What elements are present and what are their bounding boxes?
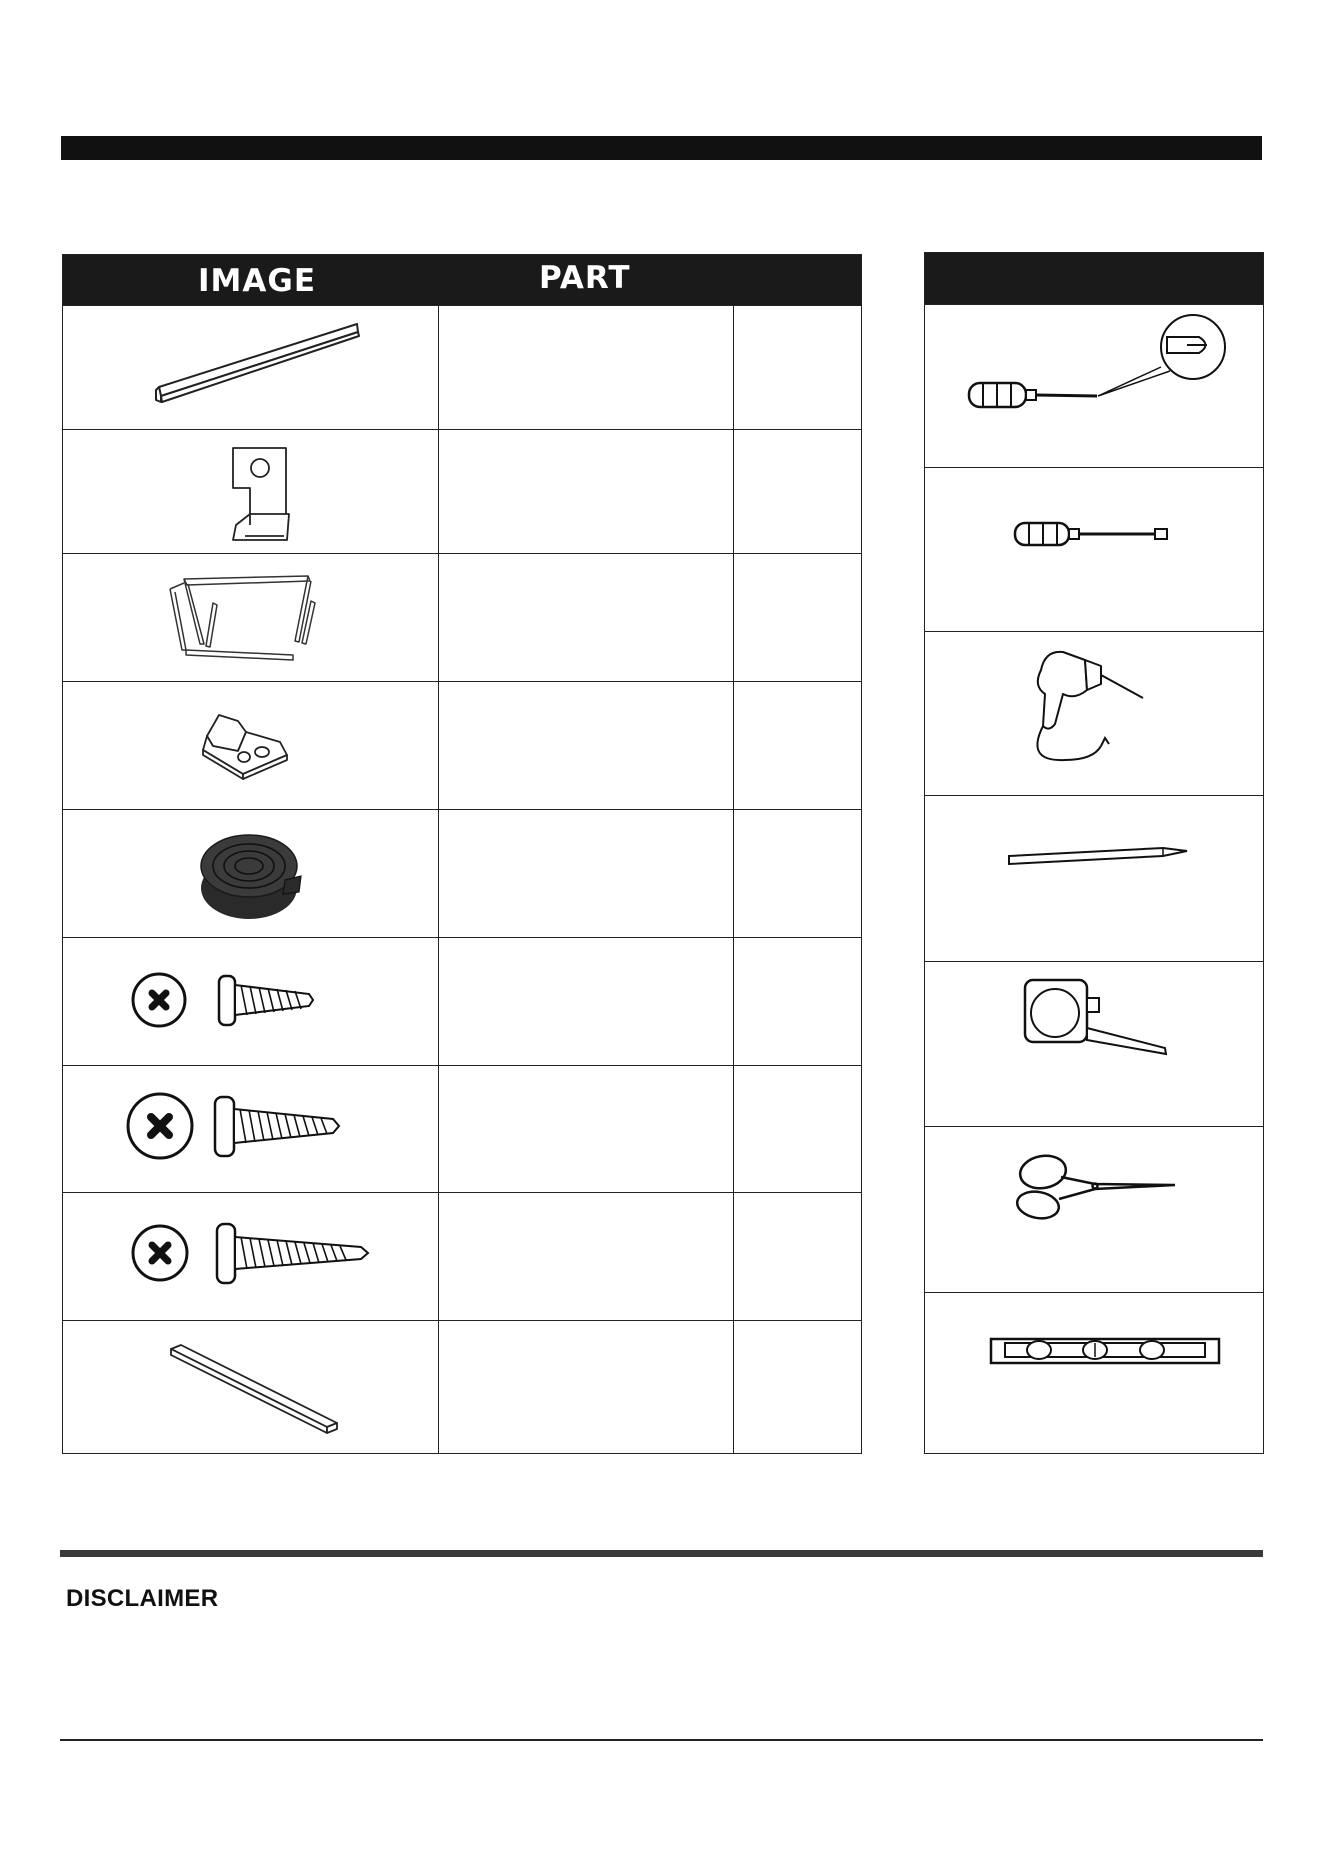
foam-seal-roll-icon xyxy=(63,810,438,938)
part-row xyxy=(63,809,861,937)
part-row xyxy=(63,681,861,809)
small-screw-icon xyxy=(63,938,438,1066)
long-screw-icon xyxy=(63,1193,438,1321)
flat-screwdriver-icon xyxy=(925,468,1263,632)
parts-table xyxy=(62,254,862,1454)
tools-table xyxy=(924,252,1264,1454)
tool-row xyxy=(925,961,1263,1126)
tool-row xyxy=(925,795,1263,961)
tool-row xyxy=(925,1292,1263,1453)
part-row xyxy=(63,429,861,553)
phillips-screwdriver-icon xyxy=(925,305,1263,468)
part-row xyxy=(63,937,861,1065)
tool-row xyxy=(925,304,1263,467)
image-column-header: IMAGE xyxy=(198,263,316,299)
frame-panels-icon xyxy=(63,554,438,682)
medium-screw-icon xyxy=(63,1066,438,1193)
angle-bracket-icon xyxy=(63,682,438,810)
part-row xyxy=(63,305,861,429)
scissors-icon xyxy=(925,1127,1263,1293)
level-icon xyxy=(925,1293,1263,1454)
part-column-header: PART xyxy=(539,260,631,296)
tool-row xyxy=(925,467,1263,631)
tape-measure-icon xyxy=(925,962,1263,1127)
pencil-icon xyxy=(925,796,1263,962)
part-row xyxy=(63,553,861,681)
part-row xyxy=(63,1192,861,1320)
mounting-bracket-icon xyxy=(63,430,438,554)
foam-strip-icon xyxy=(63,1321,438,1454)
disclaimer-heading: DISCLAIMER xyxy=(66,1585,219,1612)
header-bar xyxy=(61,136,1262,160)
part-row xyxy=(63,1065,861,1192)
tool-row xyxy=(925,1126,1263,1292)
tool-row xyxy=(925,631,1263,795)
part-row xyxy=(63,1320,861,1453)
section-divider xyxy=(60,1550,1263,1557)
tools-table-header xyxy=(925,253,1263,304)
power-drill-icon xyxy=(925,632,1263,796)
parts-table-header xyxy=(63,255,861,305)
section-divider xyxy=(60,1739,1263,1741)
channel-rail-icon xyxy=(63,306,438,430)
